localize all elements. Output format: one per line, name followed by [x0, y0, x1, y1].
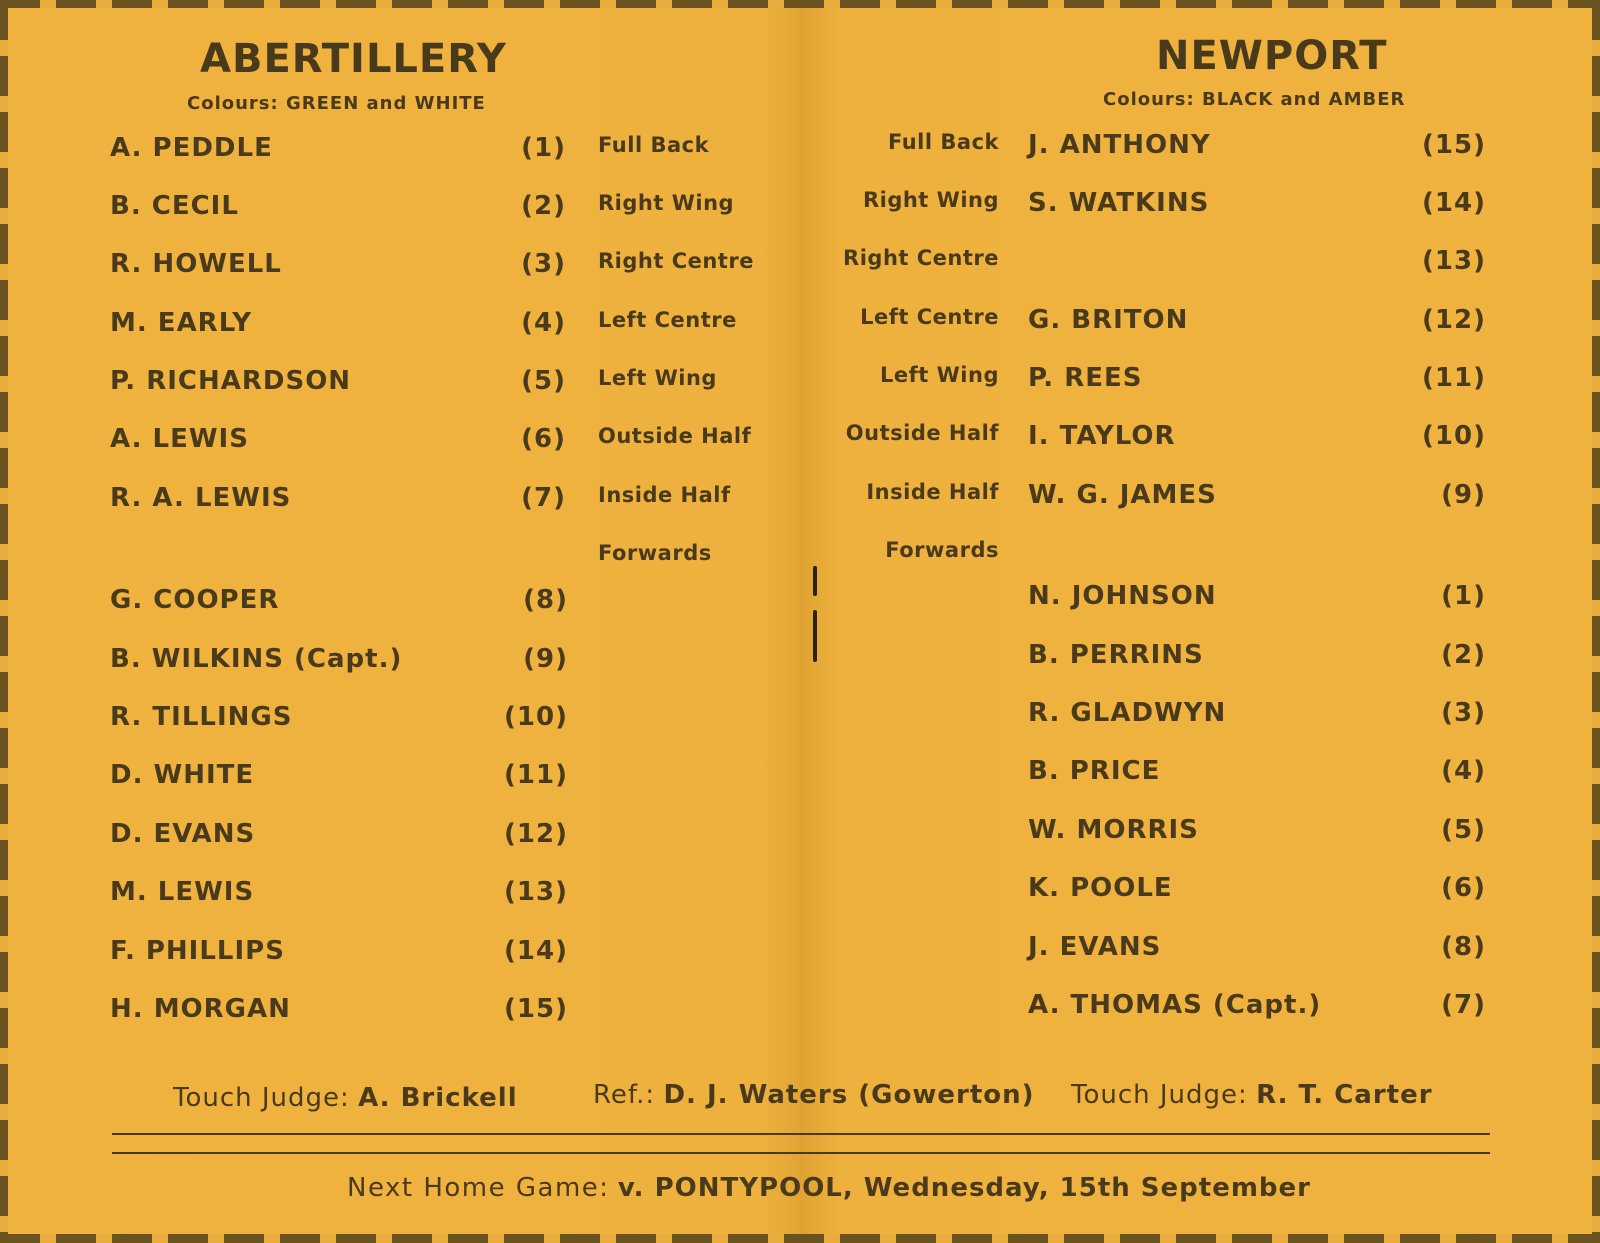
- home-position-label: Left Centre: [598, 308, 737, 332]
- home-position-label: Left Wing: [598, 366, 717, 390]
- home-player-number: (8): [523, 585, 568, 615]
- home-player-number: (9): [523, 644, 568, 674]
- touch-judge-2: [1071, 1075, 1433, 1115]
- away-player-number: (11): [1422, 363, 1486, 393]
- away-player-name: J. ANTHONY: [1028, 130, 1211, 160]
- away-team-colours: Colours: BLACK and AMBER: [1103, 89, 1406, 110]
- away-player-name: R. GLADWYN: [1028, 698, 1227, 728]
- home-position-label: Right Wing: [598, 191, 735, 215]
- away-position-label: Full Back: [887, 130, 999, 154]
- border-bottom: [0, 1234, 1600, 1243]
- away-player-name: I. TAYLOR: [1028, 421, 1176, 451]
- away-position-label: Left Centre: [860, 305, 999, 329]
- away-player-number: (10): [1422, 421, 1486, 451]
- away-player-name: J. EVANS: [1028, 932, 1162, 962]
- home-player-name: B. CECIL: [110, 191, 239, 221]
- home-team-name: ABERTILLERY: [200, 36, 507, 82]
- home-player-number: (11): [504, 760, 568, 790]
- away-position-label: Inside Half: [866, 480, 999, 504]
- away-position-label: Forwards: [885, 538, 999, 562]
- border-top: [0, 0, 1600, 8]
- home-player-name: M. LEWIS: [110, 877, 255, 907]
- home-position-label: Outside Half: [598, 424, 752, 448]
- home-player-name: G. COOPER: [110, 585, 280, 615]
- home-position-label: Full Back: [598, 133, 710, 157]
- home-player-name: F. PHILLIPS: [110, 936, 285, 966]
- referee-label: Ref.:: [593, 1080, 656, 1110]
- away-player-number: (9): [1441, 480, 1486, 510]
- touch-judge-1-label: Touch Judge:: [173, 1083, 350, 1113]
- away-player-name: P. REES: [1028, 363, 1143, 393]
- away-player-name: B. PERRINS: [1028, 640, 1204, 670]
- away-player-number: (13): [1422, 246, 1486, 276]
- divider-bottom: [112, 1152, 1490, 1154]
- home-position-label: Inside Half: [598, 483, 731, 507]
- away-player-row: [0, 810, 1600, 850]
- home-player-number: (13): [504, 877, 568, 907]
- referee: [593, 1075, 1035, 1115]
- away-team-name: NEWPORT: [1156, 33, 1388, 79]
- away-player-name: G. BRITON: [1028, 305, 1189, 335]
- away-player-row: [0, 927, 1600, 967]
- home-player-name: P. RICHARDSON: [110, 366, 352, 396]
- away-position-label: Outside Half: [845, 421, 999, 445]
- away-player-name: K. POOLE: [1028, 873, 1173, 903]
- home-player-number: (5): [521, 366, 566, 396]
- home-player-name: A. LEWIS: [110, 424, 249, 454]
- away-player-number: (7): [1441, 990, 1486, 1020]
- touch-judge-2-label: Touch Judge:: [1071, 1080, 1248, 1110]
- home-player-number: (12): [504, 819, 568, 849]
- home-player-number: (7): [521, 483, 566, 513]
- away-player-row: [0, 635, 1600, 675]
- divider-top: [112, 1133, 1490, 1135]
- away-player-name: W. G. JAMES: [1028, 480, 1217, 510]
- home-player-number: (15): [504, 994, 568, 1024]
- away-player-number: (2): [1441, 640, 1486, 670]
- home-player-name: D. WHITE: [110, 760, 255, 790]
- away-player-row: [0, 868, 1600, 908]
- touch-judge-1: [173, 1078, 518, 1118]
- away-player-name: A. THOMAS (Capt.): [1028, 990, 1322, 1020]
- home-player-name: R. TILLINGS: [110, 702, 293, 732]
- home-player-number: (1): [521, 133, 566, 163]
- home-player-number: (3): [521, 249, 566, 279]
- away-position-label: Right Wing: [862, 188, 999, 212]
- away-player-row: [0, 576, 1600, 616]
- away-player-number: (15): [1422, 130, 1486, 160]
- away-player-number: (14): [1422, 188, 1486, 218]
- away-position-label: Right Centre: [843, 246, 999, 270]
- home-player-name: M. EARLY: [110, 308, 253, 338]
- away-player-row: [0, 693, 1600, 733]
- away-player-name: S. WATKINS: [1028, 188, 1210, 218]
- home-team-colours: Colours: GREEN and WHITE: [187, 93, 486, 114]
- away-player-number: (12): [1422, 305, 1486, 335]
- home-player-name: R. A. LEWIS: [110, 483, 292, 513]
- home-position-label: Right Centre: [598, 249, 754, 273]
- home-player-name: H. MORGAN: [110, 994, 291, 1024]
- away-player-number: (5): [1441, 815, 1486, 845]
- away-player-row: [0, 751, 1600, 791]
- away-player-number: (4): [1441, 756, 1486, 786]
- referee-name: D. J. Waters (Gowerton): [663, 1080, 1035, 1110]
- away-player-number: (1): [1441, 581, 1486, 611]
- home-player-number: (2): [521, 191, 566, 221]
- away-player-name: N. JOHNSON: [1028, 581, 1217, 611]
- home-player-name: B. WILKINS (Capt.): [110, 644, 403, 674]
- away-position-label: Left Wing: [880, 363, 999, 387]
- home-player-number: (10): [504, 702, 568, 732]
- home-player-name: D. EVANS: [110, 819, 256, 849]
- away-player-name: B. PRICE: [1028, 756, 1161, 786]
- away-player-number: (6): [1441, 873, 1486, 903]
- home-player-number: (14): [504, 936, 568, 966]
- away-player-number: (8): [1441, 932, 1486, 962]
- home-player-name: A. PEDDLE: [110, 133, 273, 163]
- home-player-number: (4): [521, 308, 566, 338]
- next-game-fixture: v. PONTYPOOL, Wednesday, 15th September: [617, 1173, 1312, 1203]
- away-player-row: [0, 985, 1600, 1025]
- home-position-label: Forwards: [598, 541, 712, 565]
- touch-judge-1-name: A. Brickell: [358, 1083, 518, 1113]
- away-player-number: (3): [1441, 698, 1486, 728]
- home-player-name: R. HOWELL: [110, 249, 282, 279]
- next-home-game: [347, 1168, 1311, 1208]
- home-player-number: (6): [521, 424, 566, 454]
- touch-judge-2-name: R. T. Carter: [1256, 1080, 1433, 1110]
- next-game-label: Next Home Game:: [347, 1173, 610, 1203]
- away-player-name: W. MORRIS: [1028, 815, 1199, 845]
